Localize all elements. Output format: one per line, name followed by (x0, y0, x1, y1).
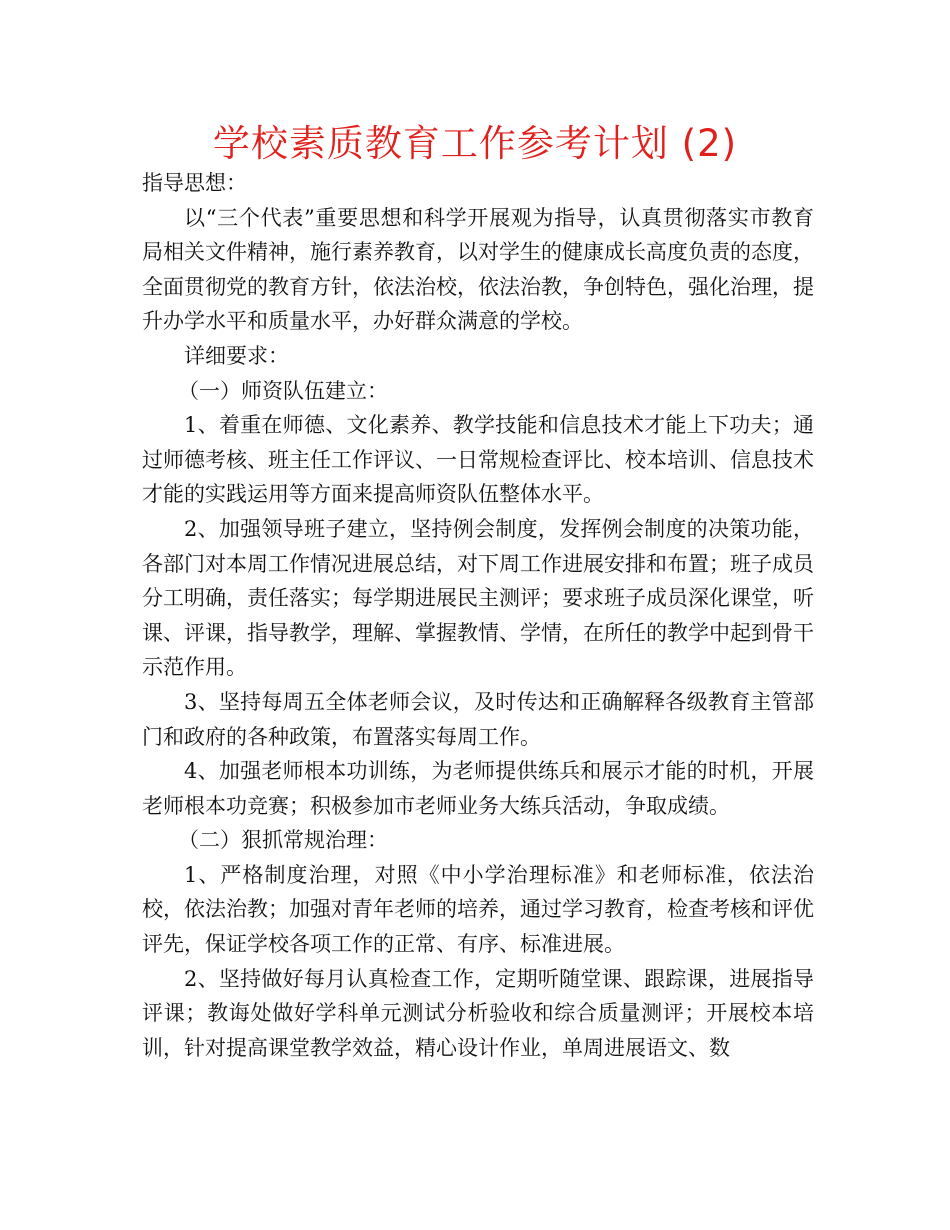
paragraph-guiding-ideology: 以“三个代表”重要思想和科学开展观为指导，认真贯彻落实市教育局相关文件精神，施行素养教育，以对学生的健康成长高度负责的态度，全面贯彻党的教育方针，依法治校，依法治教，争创特色，强化治理，提升办学水平和质量水平，办好群众满意的学校。 (142, 205, 814, 334)
document-body (142, 166, 814, 1065)
section-heading-guiding-ideology: 指导思想： (142, 171, 247, 195)
section-heading-requirements: 详细要求： (184, 343, 289, 368)
paragraph-item: 3、坚持每周五全体老师会议，及时传达和正确解释各级教育主管部门和政府的各种政策，布置落实每周工作。 (142, 689, 814, 749)
paragraph-item: 4、加强老师根本功训练，为老师提供练兵和展示才能的时机，开展老师根本功竞赛；积极参加市老师业务大练兵活动，争取成绩。 (142, 759, 814, 818)
document-title: 学校素质教育工作参考计划 (2) (212, 122, 738, 165)
paragraph-item: 1、严格制度治理，对照《中小学治理标准》和老师标准，依法治校，依法治教；加强对青年老师的培养，通过学习教育，检查考核和评优评先，保证学校各项工作的正常、有序、标准进展。 (142, 862, 814, 957)
paragraph-item: 1、着重在师德、文化素养、教学技能和信息技术才能上下功夫；通过师德考核、班主任工作评议、一日常规检查评比、校本培训、信息技术才能的实践运用等方面来提高师资队伍整体水平。 (142, 413, 814, 507)
subsection-heading-management: （二）狠抓常规治理： (178, 828, 388, 853)
paragraph-item: 2、加强领导班子建立，坚持例会制度，发挥例会制度的决策功能，各部门对本周工作情况进展总结，对下周工作进展安排和布置；班子成员分工明确，责任落实；每学期进展民主测评；要求班子成员深化课堂，听课、评课，指导教学，理解、掌握教情、学情，在所任的教学中起到骨干示范作用。 (142, 516, 814, 680)
subsection-heading-teachers: （一）师资队伍建立： (178, 378, 388, 403)
paragraph-item: 2、坚持做好每月认真检查工作，定期听随堂课、跟踪课，进展指导评课；教诲处做好学科单元测试分析验收和综合质量测评；开展校本培训，针对提高课堂教学效益，精心设计作业，单周进展语文、数 (142, 966, 814, 1060)
